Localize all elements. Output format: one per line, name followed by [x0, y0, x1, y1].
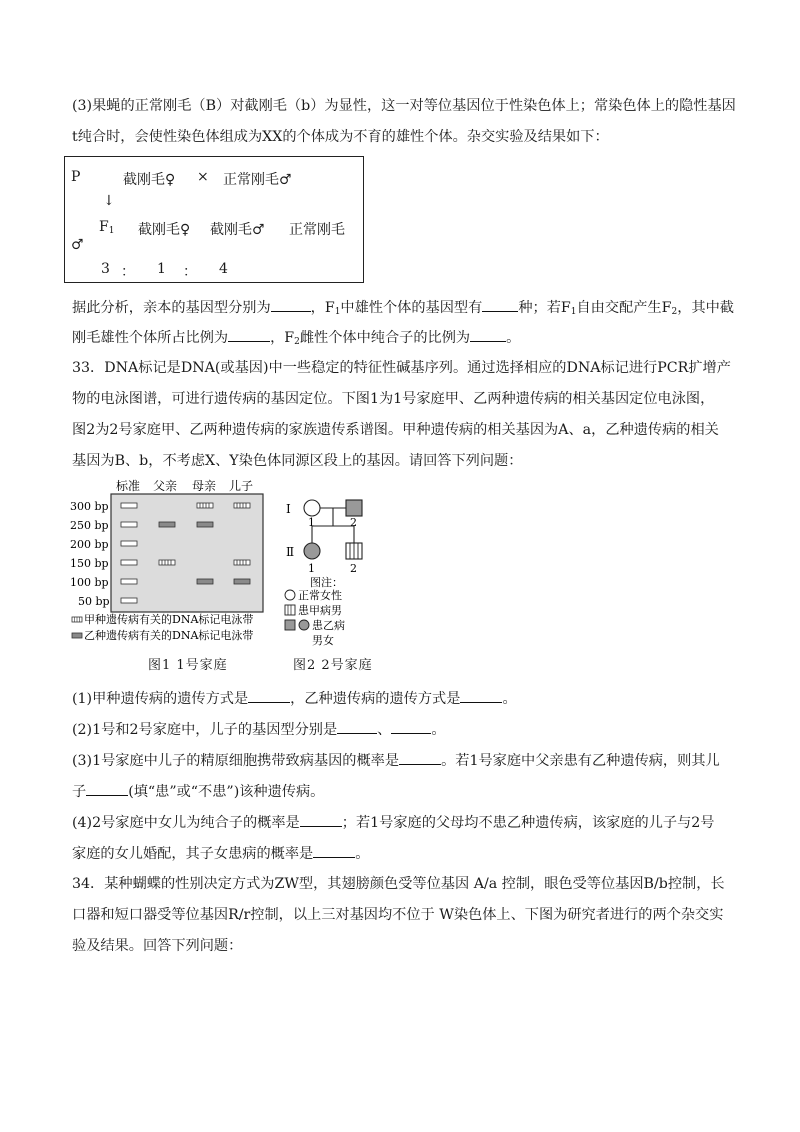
i2-affected-b-male: [346, 500, 362, 516]
col-mother: 母亲: [192, 479, 217, 493]
q34-line3: 验及结果。回答下列问题：: [72, 938, 243, 954]
ladder-band-250: [121, 522, 137, 527]
legend-affected-b: 患乙病: [312, 619, 345, 632]
ladder-band-150: [121, 560, 137, 565]
gen-2-label: Ⅱ: [286, 545, 295, 559]
mother-band-b-100: [197, 579, 213, 584]
son-band-a-300: [234, 503, 250, 508]
col-standard: 标准: [116, 479, 141, 493]
i2-number: 2: [350, 516, 357, 529]
legend-a-text: 甲种遗传病有关的DNA标记电泳带: [84, 613, 254, 626]
father-band-a-150: [159, 560, 175, 565]
cross-f1-b: 截刚毛♂: [210, 222, 265, 238]
answer-blank[interactable]: [470, 327, 506, 342]
answer-blank[interactable]: [300, 812, 342, 827]
q32-question-line2: 刚毛雄性个体所占比例为 ，$F_2$雌性个体中纯合子的比例为 。: [72, 327, 520, 352]
answer-blank[interactable]: [248, 688, 290, 703]
q33-line3: 图2为2号家庭甲、乙两种遗传病的家族遗传系谱图。甲种遗传病的相关基因为A、a，乙种遗传病的相关: [72, 422, 719, 438]
cross-f1-a: 截刚毛♀: [138, 222, 191, 238]
cross-p-label: P: [71, 169, 81, 185]
cross-diagram-box: [64, 156, 364, 283]
answer-blank[interactable]: [399, 750, 441, 765]
cross-times: ×: [197, 169, 209, 185]
q32-question-line1: 据此分析，亲本的基因型分别为 ，$F_1$中雄性个体的基因型有 种；若$F_1$自由交配产生$F_2$，其中截: [72, 297, 734, 322]
bp-100: 100 bp: [70, 576, 109, 589]
q33-line1: 33．DNA标记是DNA(或基因)中一些稳定的特征性碱基序列。通过选择相应的DNA标记进行PCR扩增产: [72, 360, 731, 376]
ladder-band-300: [121, 503, 137, 508]
answer-blank[interactable]: [337, 719, 377, 734]
cross-p-male: 正常刚毛♂: [223, 172, 292, 188]
son-band-b-100: [234, 579, 250, 584]
q33-sub4-line1: (4)2号家庭中女儿为纯合子的概率是 ；若1号家庭的父母均不患乙种遗传病，该家庭的儿子与2号: [72, 812, 715, 833]
ladder-band-200: [121, 541, 137, 546]
i1-normal-female: [304, 500, 320, 516]
gen-1-label: Ⅰ: [286, 502, 291, 516]
q33-line2: 物的电泳图谱，可进行遗传病的基因定位。下图1为1号家庭甲、乙两种遗传病的相关基因定位电泳图，: [72, 391, 715, 407]
ratio-colon-2: ：: [183, 264, 197, 280]
q33-line4: 基因为B、b，不考虑X、Y染色体同源区段上的基因。请回答下列问题：: [72, 453, 523, 469]
gel-electrophoresis-figure: [68, 476, 293, 651]
figure-2-caption: 图2 2号家庭: [293, 658, 373, 673]
bp-250: 250 bp: [70, 519, 109, 532]
answer-blank[interactable]: [228, 327, 270, 342]
legend-affected-a-male-icon: [285, 605, 295, 615]
q34-line1: 34．某种蝴蝶的性别决定方式为ZW型，其翅膀颜色受等位基因 A/a 控制，眼色受等位基因B/b控制，长: [72, 876, 725, 892]
cross-f1-label: $F_1$: [99, 219, 115, 236]
col-son: 儿子: [229, 479, 254, 493]
son-band-a-150: [234, 560, 250, 565]
legend-affected-a-male: 患甲病男: [298, 604, 342, 617]
ladder-band-50: [121, 598, 137, 603]
ii2-number: 2: [350, 562, 357, 575]
father-band-b-250: [159, 522, 175, 527]
legend-male-female: 男女: [312, 634, 334, 647]
mother-band-a-300: [197, 503, 213, 508]
bp-300: 300 bp: [70, 500, 109, 513]
answer-blank[interactable]: [482, 297, 518, 312]
ii1-number: 1: [308, 562, 315, 575]
bp-200: 200 bp: [70, 538, 109, 551]
legend-affected-b-female-icon: [299, 620, 309, 630]
cross-p-female: 截刚毛♀: [123, 172, 176, 188]
pedigree-figure: [280, 480, 380, 650]
ratio-1: 3: [101, 261, 110, 277]
bp-50: 50 bp: [78, 595, 110, 608]
ratio-3: 4: [219, 261, 228, 277]
legend-normal-female: 正常女性: [298, 589, 342, 602]
q33-sub3-line2: 子 (填“患”或“不患”)该种遗传病。: [72, 781, 324, 802]
cross-arrow: ↓: [103, 193, 115, 209]
q34-line2: 口器和短口器受等位基因R/r控制，以上三对基因均不位于 W染色体上、下图为研究者进行的两个杂交实: [72, 907, 724, 923]
legend-normal-female-icon: [285, 590, 295, 600]
cross-f1-c: 正常刚毛: [289, 222, 345, 238]
answer-blank[interactable]: [271, 297, 311, 312]
legend-affected-b-male-icon: [285, 620, 295, 630]
legend-b-swatch: [72, 633, 82, 638]
q33-sub1: (1)甲种遗传病的遗传方式是 ，乙种遗传病的遗传方式是 。: [72, 688, 517, 709]
q33-sub2: (2)1号和2号家庭中，儿子的基因型分别是 、 。: [72, 719, 446, 740]
ratio-2: 1: [157, 261, 166, 277]
answer-blank[interactable]: [313, 843, 355, 858]
col-father: 父亲: [153, 479, 178, 493]
figure-1-caption: 图1 1号家庭: [148, 658, 228, 673]
q32-part3-line2: t纯合时，会使性染色体组成为XX的个体成为不育的雄性个体。杂交实验及结果如下：: [72, 129, 609, 145]
i1-number: 1: [308, 516, 315, 529]
q33-sub4-line2: 家庭的女儿婚配，其子女患病的概率是 。: [72, 843, 369, 864]
ii1-affected-b-female: [304, 543, 320, 559]
gel-panel: [111, 494, 263, 612]
cross-f1-c-sex: ♂: [71, 237, 84, 253]
q33-sub3-line1: (3)1号家庭中儿子的精原细胞携带致病基因的概率是 。若1号家庭中父亲患有乙种遗传病，则其儿: [72, 750, 720, 771]
ladder-band-100: [121, 579, 137, 584]
legend-b-text: 乙种遗传病有关的DNA标记电泳带: [84, 629, 254, 642]
q32-part3-line1: (3)果蝇的正常刚毛（B）对截刚毛（b）为显性，这一对等位基因位于性染色体上；常染色体上的隐性基因: [72, 98, 736, 114]
mother-band-b-250: [197, 522, 213, 527]
bp-150: 150 bp: [70, 557, 109, 570]
legend-title: 图注：: [310, 576, 343, 589]
answer-blank[interactable]: [86, 781, 128, 796]
answer-blank[interactable]: [460, 688, 502, 703]
answer-blank[interactable]: [391, 719, 431, 734]
ratio-colon-1: ：: [121, 264, 135, 280]
